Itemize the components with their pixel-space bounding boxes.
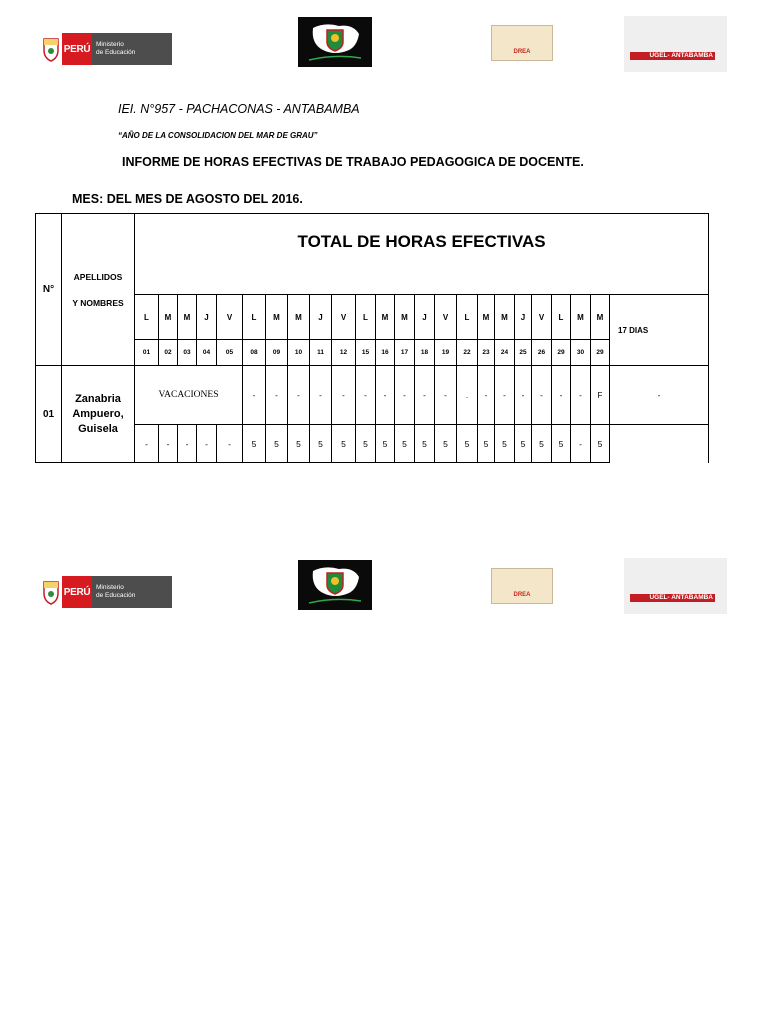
ugel-label: UGEL- ANTABAMBA: [630, 594, 715, 602]
hours-cell: 5: [495, 425, 515, 463]
hours-cell: 5: [310, 425, 332, 463]
institution-emblem-logo: [298, 17, 372, 67]
attendance-mark: -: [571, 366, 591, 425]
attendance-mark: .: [457, 366, 478, 425]
hours-cell: 5: [457, 425, 478, 463]
day-number-cell: 18: [415, 340, 435, 366]
total-hours-title: TOTAL DE HORAS EFECTIVAS: [135, 214, 709, 295]
hours-cell: 5: [552, 425, 571, 463]
day-number-cell: 23: [478, 340, 495, 366]
attendance-mark: -: [552, 366, 571, 425]
table-row: [36, 366, 709, 425]
attendance-mark: -: [310, 366, 332, 425]
hours-cell: -: [571, 425, 591, 463]
hours-cell: 5: [395, 425, 415, 463]
day-letter-cell: M: [159, 295, 178, 340]
day-number-row: [36, 340, 709, 366]
attendance-mark: -: [610, 366, 709, 425]
hours-cell: 5: [515, 425, 532, 463]
minedu-wordmark: [92, 33, 172, 65]
attendance-mark: -: [266, 366, 288, 425]
day-letter-cell: M: [495, 295, 515, 340]
hours-table: [35, 213, 709, 463]
day-letter-cell: M: [376, 295, 395, 340]
hours-cell: 5: [332, 425, 356, 463]
hours-cell: -: [159, 425, 178, 463]
teacher-name: Zanabria Ampuero, Guisela: [62, 366, 135, 463]
hours-cell: 5: [435, 425, 457, 463]
day-number-cell: 26: [532, 340, 552, 366]
drea-logo-text: DREA: [513, 592, 531, 598]
drea-logo: [491, 25, 553, 61]
minedu-line1: Ministerio: [96, 584, 124, 591]
day-letter-cell: M: [266, 295, 288, 340]
day-number-cell: 09: [266, 340, 288, 366]
attendance-mark: -: [395, 366, 415, 425]
minedu-wordmark: [92, 576, 172, 608]
attendance-mark: F: [591, 366, 610, 425]
institution-emblem-logo-footer: [298, 560, 372, 610]
day-letter-cell: V: [217, 295, 243, 340]
header-names-line2: Y NOMBRES: [72, 297, 124, 308]
day-number-cell: 11: [310, 340, 332, 366]
emblem-icon: [305, 563, 365, 607]
attendance-mark: -: [376, 366, 395, 425]
row-number: 01: [36, 366, 62, 463]
day-number-cell: 10: [288, 340, 310, 366]
day-letter-cell: J: [310, 295, 332, 340]
day-number-cell: 19: [435, 340, 457, 366]
hours-cell: 5: [356, 425, 376, 463]
day-letter-cell: V: [532, 295, 552, 340]
header-number: N°: [36, 214, 62, 366]
day-number-cell: 04: [197, 340, 217, 366]
attendance-mark: -: [435, 366, 457, 425]
attendance-mark: -: [288, 366, 310, 425]
day-number-cell: 16: [376, 340, 395, 366]
header-names: [62, 214, 135, 366]
ugel-logo-footer: [624, 558, 727, 614]
emblem-icon: [305, 20, 365, 64]
attendance-mark: -: [532, 366, 552, 425]
day-letter-cell: L: [552, 295, 571, 340]
day-letter-cell: V: [332, 295, 356, 340]
day-number-cell: 30: [571, 340, 591, 366]
hours-cell: 5: [415, 425, 435, 463]
hours-cell: 5: [288, 425, 310, 463]
day-letter-cell: J: [415, 295, 435, 340]
day-number-cell: 12: [332, 340, 356, 366]
day-letter-cell: M: [478, 295, 495, 340]
day-letter-cell: V: [435, 295, 457, 340]
day-letter-cell: M: [288, 295, 310, 340]
day-number-cell: 05: [217, 340, 243, 366]
vacation-label: VACACIONES: [135, 366, 243, 425]
day-letter-cell: M: [178, 295, 197, 340]
day-letter-cell: L: [356, 295, 376, 340]
drea-logo-footer: [491, 568, 553, 604]
attendance-mark: -: [356, 366, 376, 425]
hours-cell: -: [197, 425, 217, 463]
days-summary: 17 DIAS: [610, 295, 709, 366]
hours-cell: -: [135, 425, 159, 463]
drea-logo-text: DREA: [513, 49, 531, 55]
report-title: INFORME DE HORAS EFECTIVAS DE TRABAJO PEDAGOGICA DE DOCENTE.: [122, 155, 584, 169]
day-letter-cell: M: [395, 295, 415, 340]
day-letter-row: [36, 295, 709, 340]
attendance-mark: -: [515, 366, 532, 425]
minedu-country: PERÚ: [62, 576, 92, 608]
peru-coat-of-arms-icon: [40, 578, 62, 606]
attendance-mark: -: [415, 366, 435, 425]
report-month: MES: DEL MES DE AGOSTO DEL 2016.: [72, 192, 303, 206]
minedu-line2: de Educación: [96, 49, 136, 56]
attendance-mark: -: [478, 366, 495, 425]
day-number-cell: 22: [457, 340, 478, 366]
hours-cell: -: [217, 425, 243, 463]
day-letter-cell: L: [457, 295, 478, 340]
attendance-mark: -: [332, 366, 356, 425]
hours-cell: 5: [478, 425, 495, 463]
day-number-cell: 15: [356, 340, 376, 366]
minedu-line2: de Educación: [96, 592, 136, 599]
year-motto: “AÑO DE LA CONSOLIDACION DEL MAR DE GRAU”: [118, 131, 318, 140]
day-number-cell: 03: [178, 340, 197, 366]
header-names-line1: APELLIDOS: [73, 271, 123, 282]
day-number-cell: 24: [495, 340, 515, 366]
day-number-cell: 02: [159, 340, 178, 366]
attendance-mark: -: [243, 366, 266, 425]
hours-cell: 5: [591, 425, 610, 463]
day-number-cell: 29: [591, 340, 610, 366]
hours-cell: 5: [532, 425, 552, 463]
day-letter-cell: J: [515, 295, 532, 340]
school-name: IEI. N°957 - PACHACONAS - ANTABAMBA: [118, 102, 360, 116]
day-letter-cell: L: [135, 295, 159, 340]
minedu-logo: [40, 32, 172, 66]
ugel-label: UGEL- ANTABAMBA: [630, 52, 715, 60]
peru-coat-of-arms-icon: [40, 35, 62, 63]
hours-cell: 5: [243, 425, 266, 463]
day-letter-cell: M: [591, 295, 610, 340]
day-letter-cell: M: [571, 295, 591, 340]
day-number-cell: 25: [515, 340, 532, 366]
attendance-mark: -: [495, 366, 515, 425]
hours-cell: 5: [376, 425, 395, 463]
day-letter-cell: L: [243, 295, 266, 340]
day-number-cell: 08: [243, 340, 266, 366]
hours-cell: 5: [266, 425, 288, 463]
day-number-cell: 01: [135, 340, 159, 366]
day-letter-cell: J: [197, 295, 217, 340]
day-number-cell: 17: [395, 340, 415, 366]
minedu-country: PERÚ: [62, 33, 92, 65]
ugel-logo: [624, 16, 727, 72]
table-row-hours: [36, 425, 709, 463]
day-number-cell: 29: [552, 340, 571, 366]
hours-cell: -: [178, 425, 197, 463]
minedu-line1: Ministerio: [96, 41, 124, 48]
minedu-logo-footer: [40, 575, 172, 609]
